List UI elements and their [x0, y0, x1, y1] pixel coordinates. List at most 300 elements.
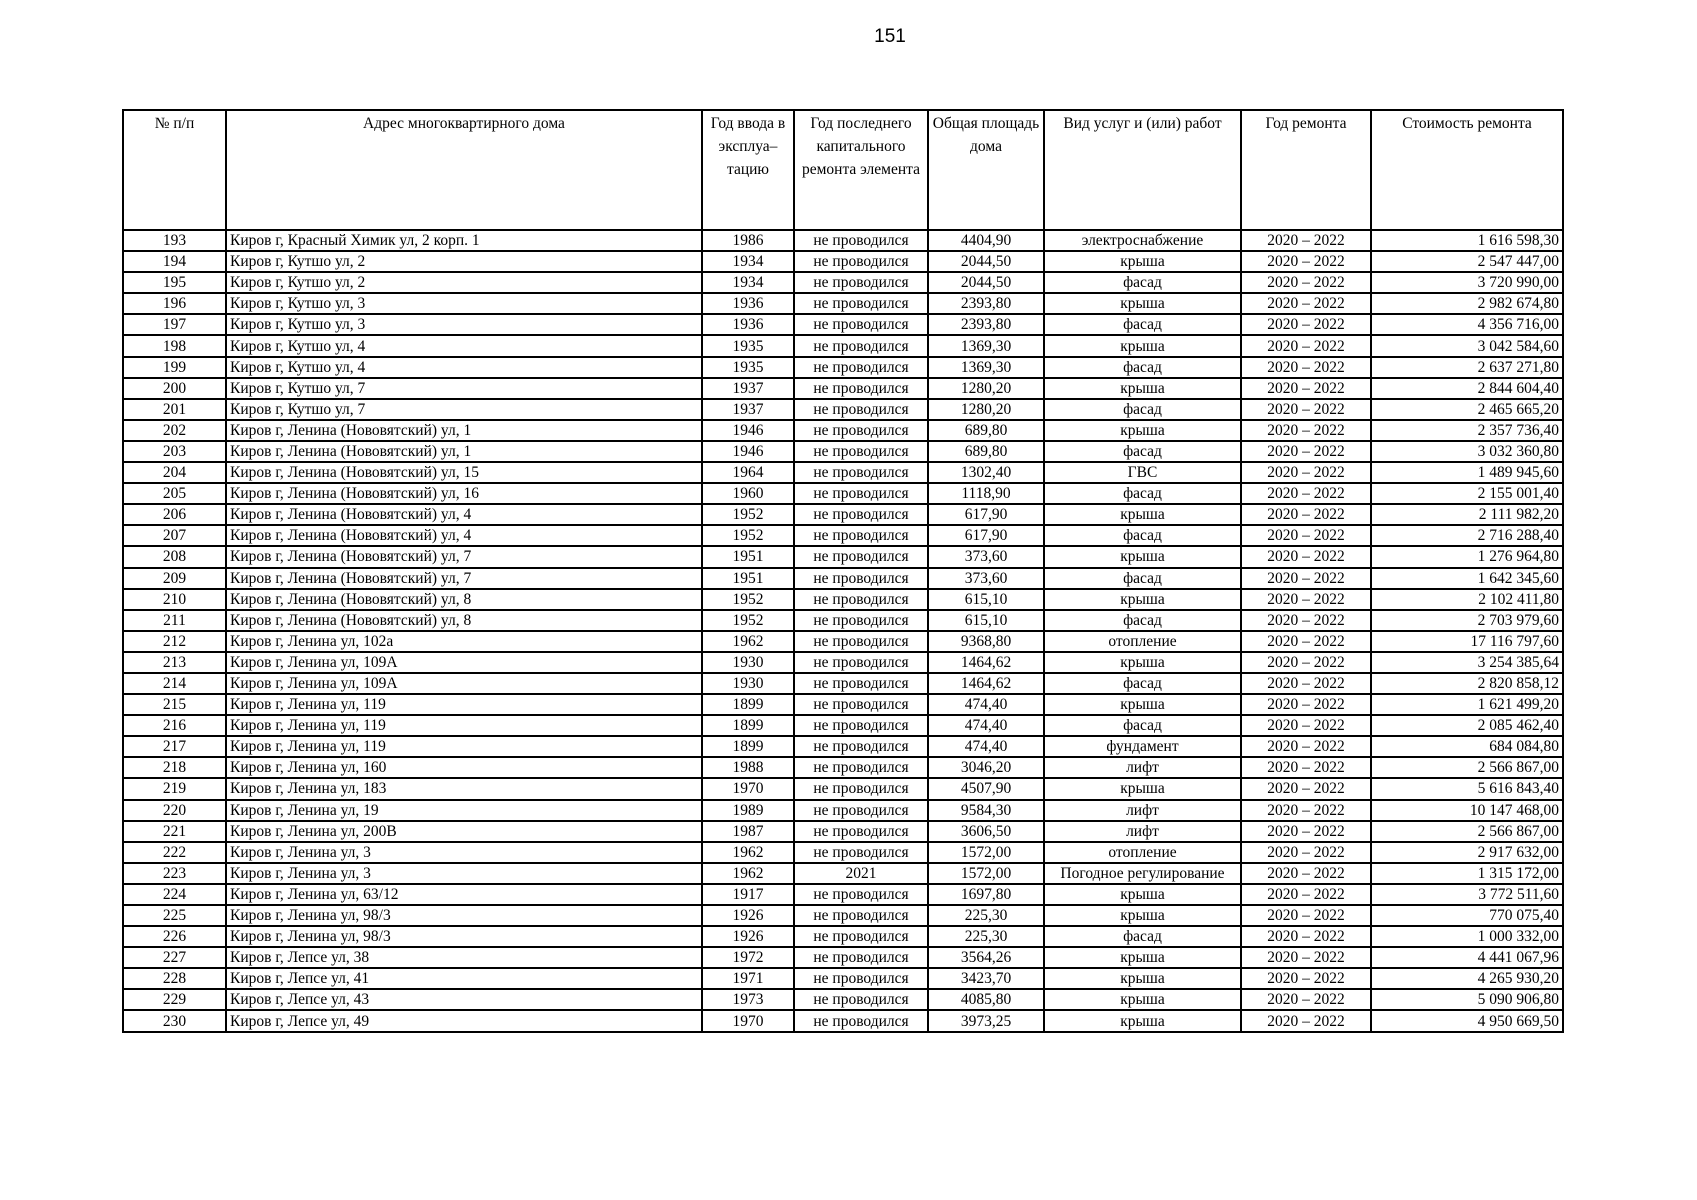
table-row — [123, 230, 1563, 251]
cell-work-type: фундамент — [1044, 736, 1241, 757]
cell-total-area: 2393,80 — [928, 314, 1044, 335]
cell-repair-year: 2020 – 2022 — [1241, 757, 1371, 778]
cell-row-number: 197 — [123, 314, 226, 335]
cell-repair-year: 2020 – 2022 — [1241, 462, 1371, 483]
cell-last-repair-year: не проводился — [794, 357, 928, 378]
cell-last-repair-year: не проводился — [794, 462, 928, 483]
cell-address: Киров г, Ленина ул, 119 — [226, 736, 702, 757]
column-header-total-area: Общая площадь дома — [928, 110, 1044, 230]
cell-address: Киров г, Ленина ул, 109А — [226, 652, 702, 673]
column-header-commission-year: Год ввода в эксплуа–тацию — [702, 110, 794, 230]
cell-row-number: 207 — [123, 525, 226, 546]
cell-last-repair-year: не проводился — [794, 1010, 928, 1031]
cell-address: Киров г, Красный Химик ул, 2 корп. 1 — [226, 230, 702, 251]
cell-repair-year: 2020 – 2022 — [1241, 821, 1371, 842]
table-header-row — [123, 110, 1563, 230]
cell-address: Киров г, Ленина (Нововятский) ул, 1 — [226, 441, 702, 462]
cell-commission-year: 1952 — [702, 610, 794, 631]
cell-row-number: 213 — [123, 652, 226, 673]
cell-repair-cost: 5 616 843,40 — [1371, 778, 1563, 799]
table-row — [123, 736, 1563, 757]
table-row — [123, 1010, 1563, 1031]
cell-last-repair-year: не проводился — [794, 568, 928, 589]
cell-last-repair-year: не проводился — [794, 800, 928, 821]
cell-row-number: 223 — [123, 863, 226, 884]
cell-repair-cost: 2 820 858,12 — [1371, 673, 1563, 694]
cell-work-type: крыша — [1044, 947, 1241, 968]
cell-row-number: 226 — [123, 926, 226, 947]
cell-address: Киров г, Ленина ул, 3 — [226, 842, 702, 863]
cell-row-number: 220 — [123, 800, 226, 821]
cell-address: Киров г, Ленина ул, 3 — [226, 863, 702, 884]
cell-row-number: 202 — [123, 420, 226, 441]
cell-repair-year: 2020 – 2022 — [1241, 778, 1371, 799]
cell-commission-year: 1987 — [702, 821, 794, 842]
cell-work-type: крыша — [1044, 989, 1241, 1010]
table-row — [123, 947, 1563, 968]
cell-commission-year: 1930 — [702, 652, 794, 673]
cell-last-repair-year: не проводился — [794, 715, 928, 736]
cell-total-area: 1369,30 — [928, 357, 1044, 378]
cell-work-type: крыша — [1044, 335, 1241, 356]
column-header-work-type: Вид услуг и (или) работ — [1044, 110, 1241, 230]
cell-row-number: 195 — [123, 272, 226, 293]
cell-commission-year: 1926 — [702, 905, 794, 926]
cell-address: Киров г, Лепсе ул, 41 — [226, 968, 702, 989]
table-row — [123, 610, 1563, 631]
cell-row-number: 209 — [123, 568, 226, 589]
cell-last-repair-year: не проводился — [794, 673, 928, 694]
cell-last-repair-year: не проводился — [794, 441, 928, 462]
table-row — [123, 800, 1563, 821]
table-row — [123, 884, 1563, 905]
cell-repair-cost: 2 111 982,20 — [1371, 504, 1563, 525]
repair-registry-table — [122, 109, 1564, 1033]
cell-commission-year: 1964 — [702, 462, 794, 483]
table-row — [123, 420, 1563, 441]
cell-address: Киров г, Ленина (Нововятский) ул, 4 — [226, 504, 702, 525]
cell-commission-year: 1899 — [702, 715, 794, 736]
cell-commission-year: 1960 — [702, 483, 794, 504]
cell-row-number: 218 — [123, 757, 226, 778]
cell-total-area: 3606,50 — [928, 821, 1044, 842]
cell-address: Киров г, Лепсе ул, 49 — [226, 1010, 702, 1031]
cell-repair-year: 2020 – 2022 — [1241, 589, 1371, 610]
cell-commission-year: 1970 — [702, 778, 794, 799]
cell-repair-cost: 4 441 067,96 — [1371, 947, 1563, 968]
cell-row-number: 201 — [123, 399, 226, 420]
cell-work-type: крыша — [1044, 251, 1241, 272]
cell-row-number: 228 — [123, 968, 226, 989]
cell-last-repair-year: не проводился — [794, 230, 928, 251]
cell-commission-year: 1951 — [702, 546, 794, 567]
cell-address: Киров г, Ленина ул, 63/12 — [226, 884, 702, 905]
cell-row-number: 219 — [123, 778, 226, 799]
cell-repair-cost: 1 315 172,00 — [1371, 863, 1563, 884]
cell-total-area: 2393,80 — [928, 293, 1044, 314]
cell-commission-year: 1986 — [702, 230, 794, 251]
cell-repair-cost: 10 147 468,00 — [1371, 800, 1563, 821]
cell-address: Киров г, Ленина (Нововятский) ул, 8 — [226, 610, 702, 631]
cell-total-area: 615,10 — [928, 610, 1044, 631]
cell-total-area: 4404,90 — [928, 230, 1044, 251]
cell-repair-year: 2020 – 2022 — [1241, 568, 1371, 589]
cell-row-number: 205 — [123, 483, 226, 504]
cell-repair-year: 2020 – 2022 — [1241, 715, 1371, 736]
cell-total-area: 474,40 — [928, 694, 1044, 715]
cell-address: Киров г, Ленина ул, 102а — [226, 631, 702, 652]
cell-address: Киров г, Кутшо ул, 2 — [226, 251, 702, 272]
cell-row-number: 216 — [123, 715, 226, 736]
cell-row-number: 210 — [123, 589, 226, 610]
cell-last-repair-year: не проводился — [794, 736, 928, 757]
cell-row-number: 230 — [123, 1010, 226, 1031]
table-row — [123, 821, 1563, 842]
cell-repair-year: 2020 – 2022 — [1241, 610, 1371, 631]
cell-total-area: 225,30 — [928, 905, 1044, 926]
cell-repair-year: 2020 – 2022 — [1241, 863, 1371, 884]
cell-work-type: фасад — [1044, 568, 1241, 589]
cell-total-area: 1280,20 — [928, 378, 1044, 399]
cell-work-type: крыша — [1044, 546, 1241, 567]
cell-commission-year: 1926 — [702, 926, 794, 947]
cell-repair-cost: 1 616 598,30 — [1371, 230, 1563, 251]
cell-total-area: 4085,80 — [928, 989, 1044, 1010]
table-body — [123, 230, 1563, 1032]
cell-work-type: крыша — [1044, 589, 1241, 610]
cell-repair-year: 2020 – 2022 — [1241, 800, 1371, 821]
cell-repair-year: 2020 – 2022 — [1241, 399, 1371, 420]
cell-total-area: 3423,70 — [928, 968, 1044, 989]
cell-repair-cost: 2 982 674,80 — [1371, 293, 1563, 314]
table-row — [123, 652, 1563, 673]
table-row — [123, 589, 1563, 610]
cell-address: Киров г, Лепсе ул, 38 — [226, 947, 702, 968]
cell-repair-year: 2020 – 2022 — [1241, 884, 1371, 905]
cell-repair-year: 2020 – 2022 — [1241, 230, 1371, 251]
cell-repair-year: 2020 – 2022 — [1241, 441, 1371, 462]
cell-row-number: 194 — [123, 251, 226, 272]
cell-total-area: 3973,25 — [928, 1010, 1044, 1031]
cell-address: Киров г, Ленина (Нововятский) ул, 16 — [226, 483, 702, 504]
cell-commission-year: 1936 — [702, 314, 794, 335]
cell-repair-year: 2020 – 2022 — [1241, 357, 1371, 378]
cell-repair-cost: 2 716 288,40 — [1371, 525, 1563, 546]
cell-repair-year: 2020 – 2022 — [1241, 293, 1371, 314]
table-row — [123, 694, 1563, 715]
cell-row-number: 193 — [123, 230, 226, 251]
cell-work-type: ГВС — [1044, 462, 1241, 483]
cell-work-type: отопление — [1044, 631, 1241, 652]
cell-work-type: отопление — [1044, 842, 1241, 863]
cell-repair-cost: 3 042 584,60 — [1371, 335, 1563, 356]
cell-work-type: крыша — [1044, 504, 1241, 525]
cell-last-repair-year: не проводился — [794, 272, 928, 293]
cell-row-number: 225 — [123, 905, 226, 926]
cell-total-area: 1280,20 — [928, 399, 1044, 420]
cell-work-type: крыша — [1044, 778, 1241, 799]
cell-repair-cost: 5 090 906,80 — [1371, 989, 1563, 1010]
cell-last-repair-year: не проводился — [794, 399, 928, 420]
cell-last-repair-year: не проводился — [794, 504, 928, 525]
cell-total-area: 474,40 — [928, 736, 1044, 757]
table-row — [123, 568, 1563, 589]
cell-work-type: крыша — [1044, 652, 1241, 673]
cell-address: Киров г, Кутшо ул, 4 — [226, 335, 702, 356]
cell-repair-cost: 2 547 447,00 — [1371, 251, 1563, 272]
cell-repair-year: 2020 – 2022 — [1241, 736, 1371, 757]
cell-address: Киров г, Кутшо ул, 4 — [226, 357, 702, 378]
cell-commission-year: 1951 — [702, 568, 794, 589]
cell-repair-cost: 1 276 964,80 — [1371, 546, 1563, 567]
cell-commission-year: 1936 — [702, 293, 794, 314]
cell-total-area: 615,10 — [928, 589, 1044, 610]
cell-repair-cost: 684 084,80 — [1371, 736, 1563, 757]
cell-repair-cost: 2 085 462,40 — [1371, 715, 1563, 736]
cell-repair-cost: 2 703 979,60 — [1371, 610, 1563, 631]
table-row — [123, 399, 1563, 420]
cell-commission-year: 1952 — [702, 589, 794, 610]
cell-work-type: фасад — [1044, 525, 1241, 546]
cell-repair-year: 2020 – 2022 — [1241, 314, 1371, 335]
cell-address: Киров г, Ленина (Нововятский) ул, 7 — [226, 546, 702, 567]
cell-repair-cost: 3 254 385,64 — [1371, 652, 1563, 673]
cell-last-repair-year: не проводился — [794, 905, 928, 926]
cell-last-repair-year: не проводился — [794, 610, 928, 631]
cell-row-number: 221 — [123, 821, 226, 842]
cell-last-repair-year: не проводился — [794, 757, 928, 778]
cell-address: Киров г, Ленина (Нововятский) ул, 4 — [226, 525, 702, 546]
table-row — [123, 757, 1563, 778]
cell-repair-cost: 4 265 930,20 — [1371, 968, 1563, 989]
cell-repair-year: 2020 – 2022 — [1241, 483, 1371, 504]
cell-repair-year: 2020 – 2022 — [1241, 968, 1371, 989]
cell-commission-year: 1946 — [702, 441, 794, 462]
cell-repair-cost: 1 489 945,60 — [1371, 462, 1563, 483]
cell-repair-year: 2020 – 2022 — [1241, 272, 1371, 293]
cell-last-repair-year: не проводился — [794, 842, 928, 863]
cell-total-area: 474,40 — [928, 715, 1044, 736]
cell-last-repair-year: не проводился — [794, 251, 928, 272]
cell-repair-cost: 3 720 990,00 — [1371, 272, 1563, 293]
cell-work-type: фасад — [1044, 483, 1241, 504]
cell-last-repair-year: не проводился — [794, 926, 928, 947]
cell-repair-cost: 17 116 797,60 — [1371, 631, 1563, 652]
cell-total-area: 617,90 — [928, 504, 1044, 525]
cell-last-repair-year: не проводился — [794, 694, 928, 715]
cell-last-repair-year: не проводился — [794, 631, 928, 652]
cell-commission-year: 1962 — [702, 631, 794, 652]
cell-row-number: 217 — [123, 736, 226, 757]
cell-work-type: крыша — [1044, 420, 1241, 441]
cell-row-number: 227 — [123, 947, 226, 968]
cell-commission-year: 1899 — [702, 736, 794, 757]
cell-repair-year: 2020 – 2022 — [1241, 652, 1371, 673]
cell-address: Киров г, Ленина ул, 98/3 — [226, 905, 702, 926]
table-row — [123, 525, 1563, 546]
table-row — [123, 504, 1563, 525]
cell-last-repair-year: не проводился — [794, 884, 928, 905]
cell-row-number: 222 — [123, 842, 226, 863]
cell-row-number: 212 — [123, 631, 226, 652]
cell-total-area: 1464,62 — [928, 673, 1044, 694]
cell-total-area: 3046,20 — [928, 757, 1044, 778]
cell-total-area: 689,80 — [928, 420, 1044, 441]
cell-row-number: 204 — [123, 462, 226, 483]
cell-address: Киров г, Ленина ул, 160 — [226, 757, 702, 778]
cell-address: Киров г, Ленина ул, 119 — [226, 694, 702, 715]
cell-commission-year: 1962 — [702, 863, 794, 884]
cell-work-type: крыша — [1044, 905, 1241, 926]
cell-total-area: 1118,90 — [928, 483, 1044, 504]
cell-address: Киров г, Ленина ул, 19 — [226, 800, 702, 821]
cell-commission-year: 1970 — [702, 1010, 794, 1031]
cell-last-repair-year: не проводился — [794, 378, 928, 399]
cell-work-type: электроснабжение — [1044, 230, 1241, 251]
cell-address: Киров г, Ленина ул, 119 — [226, 715, 702, 736]
table-row — [123, 293, 1563, 314]
cell-last-repair-year: не проводился — [794, 821, 928, 842]
cell-total-area: 617,90 — [928, 525, 1044, 546]
cell-work-type: фасад — [1044, 314, 1241, 335]
table-row — [123, 905, 1563, 926]
cell-row-number: 229 — [123, 989, 226, 1010]
cell-repair-year: 2020 – 2022 — [1241, 842, 1371, 863]
cell-work-type: крыша — [1044, 884, 1241, 905]
cell-work-type: фасад — [1044, 926, 1241, 947]
cell-address: Киров г, Ленина (Нововятский) ул, 1 — [226, 420, 702, 441]
column-header-last-repair-year: Год последнего капитального ремонта элемента — [794, 110, 928, 230]
cell-row-number: 224 — [123, 884, 226, 905]
cell-repair-year: 2020 – 2022 — [1241, 989, 1371, 1010]
cell-total-area: 1369,30 — [928, 335, 1044, 356]
cell-total-area: 1302,40 — [928, 462, 1044, 483]
cell-address: Киров г, Кутшо ул, 2 — [226, 272, 702, 293]
cell-repair-cost: 2 566 867,00 — [1371, 821, 1563, 842]
cell-repair-cost: 1 621 499,20 — [1371, 694, 1563, 715]
table-row — [123, 272, 1563, 293]
cell-work-type: Погодное регулирование — [1044, 863, 1241, 884]
table-row — [123, 673, 1563, 694]
cell-commission-year: 1934 — [702, 272, 794, 293]
cell-commission-year: 1988 — [702, 757, 794, 778]
cell-repair-year: 2020 – 2022 — [1241, 335, 1371, 356]
cell-work-type: фасад — [1044, 399, 1241, 420]
cell-repair-cost: 3 772 511,60 — [1371, 884, 1563, 905]
cell-commission-year: 1899 — [702, 694, 794, 715]
table-row — [123, 989, 1563, 1010]
cell-work-type: фасад — [1044, 610, 1241, 631]
cell-address: Киров г, Кутшо ул, 7 — [226, 399, 702, 420]
cell-total-area: 9584,30 — [928, 800, 1044, 821]
cell-total-area: 225,30 — [928, 926, 1044, 947]
cell-address: Киров г, Ленина ул, 200В — [226, 821, 702, 842]
cell-last-repair-year: не проводился — [794, 314, 928, 335]
column-header-number: № п/п — [123, 110, 226, 230]
cell-repair-cost: 4 356 716,00 — [1371, 314, 1563, 335]
cell-work-type: крыша — [1044, 293, 1241, 314]
table-row — [123, 314, 1563, 335]
cell-last-repair-year: не проводился — [794, 589, 928, 610]
table-row — [123, 357, 1563, 378]
column-header-repair-year: Год ремонта — [1241, 110, 1371, 230]
table-row — [123, 462, 1563, 483]
cell-row-number: 200 — [123, 378, 226, 399]
cell-repair-cost: 2 917 632,00 — [1371, 842, 1563, 863]
cell-repair-cost: 2 102 411,80 — [1371, 589, 1563, 610]
table-row — [123, 863, 1563, 884]
cell-commission-year: 1989 — [702, 800, 794, 821]
column-header-repair-cost: Стоимость ремонта — [1371, 110, 1563, 230]
cell-repair-cost: 1 000 332,00 — [1371, 926, 1563, 947]
table-row — [123, 251, 1563, 272]
cell-repair-year: 2020 – 2022 — [1241, 378, 1371, 399]
cell-repair-year: 2020 – 2022 — [1241, 420, 1371, 441]
cell-total-area: 2044,50 — [928, 272, 1044, 293]
cell-last-repair-year: не проводился — [794, 335, 928, 356]
cell-last-repair-year: не проводился — [794, 546, 928, 567]
cell-repair-year: 2020 – 2022 — [1241, 926, 1371, 947]
cell-repair-cost: 4 950 669,50 — [1371, 1010, 1563, 1031]
cell-commission-year: 1934 — [702, 251, 794, 272]
cell-row-number: 196 — [123, 293, 226, 314]
cell-address: Киров г, Кутшо ул, 7 — [226, 378, 702, 399]
cell-repair-year: 2020 – 2022 — [1241, 905, 1371, 926]
table-row — [123, 546, 1563, 567]
cell-repair-cost: 2 637 271,80 — [1371, 357, 1563, 378]
cell-address: Киров г, Ленина (Нововятский) ул, 7 — [226, 568, 702, 589]
cell-repair-year: 2020 – 2022 — [1241, 525, 1371, 546]
cell-commission-year: 1973 — [702, 989, 794, 1010]
cell-commission-year: 1917 — [702, 884, 794, 905]
cell-repair-year: 2020 – 2022 — [1241, 1010, 1371, 1031]
cell-commission-year: 1935 — [702, 357, 794, 378]
cell-work-type: фасад — [1044, 441, 1241, 462]
cell-row-number: 208 — [123, 546, 226, 567]
cell-row-number: 215 — [123, 694, 226, 715]
cell-total-area: 1572,00 — [928, 863, 1044, 884]
cell-total-area: 373,60 — [928, 546, 1044, 567]
cell-total-area: 373,60 — [928, 568, 1044, 589]
cell-work-type: крыша — [1044, 694, 1241, 715]
cell-row-number: 214 — [123, 673, 226, 694]
cell-work-type: фасад — [1044, 272, 1241, 293]
cell-commission-year: 1972 — [702, 947, 794, 968]
cell-repair-cost: 3 032 360,80 — [1371, 441, 1563, 462]
cell-total-area: 3564,26 — [928, 947, 1044, 968]
cell-last-repair-year: не проводился — [794, 968, 928, 989]
cell-address: Киров г, Ленина (Нововятский) ул, 8 — [226, 589, 702, 610]
cell-repair-year: 2020 – 2022 — [1241, 947, 1371, 968]
cell-repair-cost: 2 357 736,40 — [1371, 420, 1563, 441]
cell-repair-year: 2020 – 2022 — [1241, 504, 1371, 525]
cell-work-type: лифт — [1044, 821, 1241, 842]
cell-row-number: 199 — [123, 357, 226, 378]
cell-row-number: 211 — [123, 610, 226, 631]
cell-repair-cost: 2 844 604,40 — [1371, 378, 1563, 399]
cell-total-area: 4507,90 — [928, 778, 1044, 799]
cell-last-repair-year: не проводился — [794, 778, 928, 799]
table-row — [123, 378, 1563, 399]
cell-address: Киров г, Ленина ул, 183 — [226, 778, 702, 799]
cell-address: Киров г, Кутшо ул, 3 — [226, 314, 702, 335]
column-header-address: Адрес многоквартирного дома — [226, 110, 702, 230]
cell-work-type: крыша — [1044, 378, 1241, 399]
cell-row-number: 203 — [123, 441, 226, 462]
cell-address: Киров г, Ленина (Нововятский) ул, 15 — [226, 462, 702, 483]
cell-work-type: фасад — [1044, 673, 1241, 694]
cell-repair-cost: 2 155 001,40 — [1371, 483, 1563, 504]
